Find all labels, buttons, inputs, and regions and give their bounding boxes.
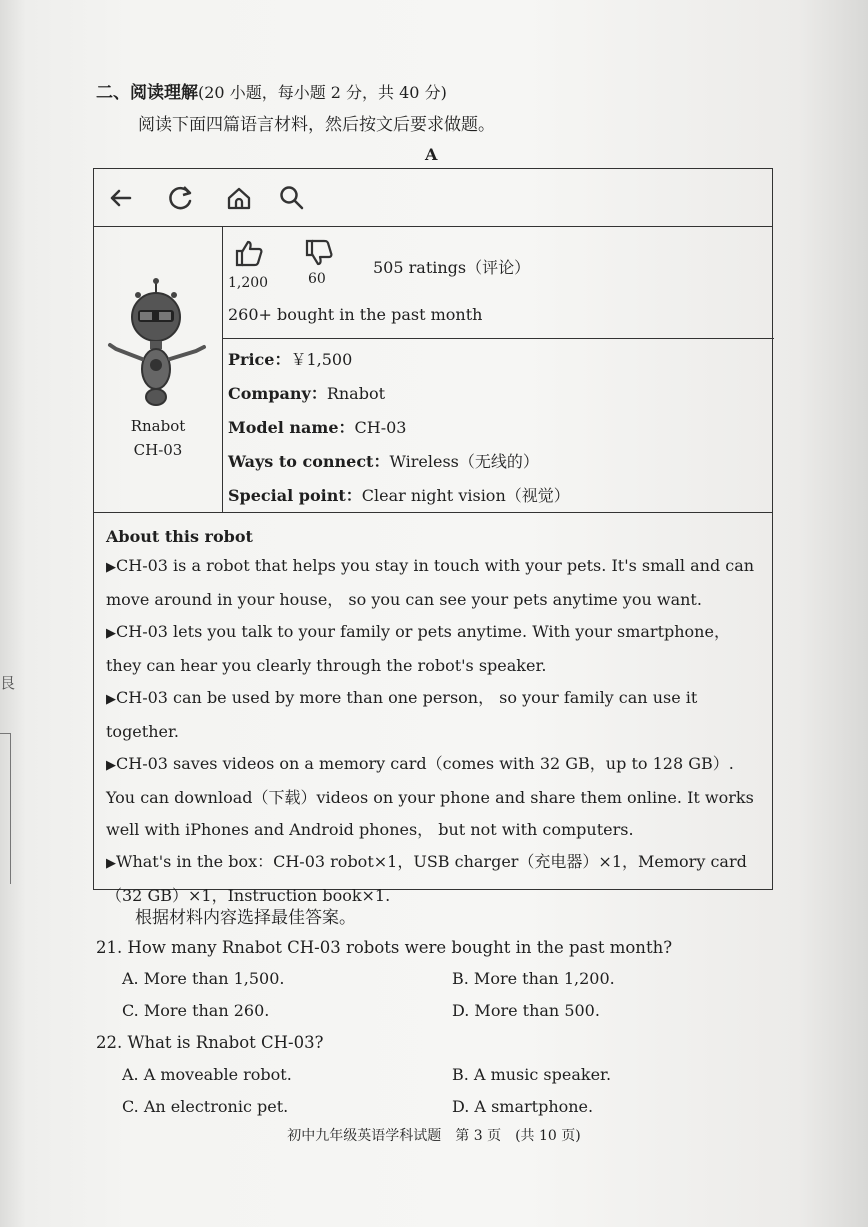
- product-details-box: [222, 339, 774, 512]
- thumbs-down-icon[interactable]: [303, 237, 335, 269]
- product-ad-box: [93, 168, 773, 905]
- q21-option-a[interactable]: A. More than 1,500.: [122, 969, 285, 988]
- q21-option-d[interactable]: D. More than 500.: [452, 1001, 600, 1020]
- passage-letter: A: [425, 145, 438, 164]
- detail-connect: [228, 449, 539, 472]
- likes-count: 1,200: [228, 275, 269, 291]
- about-bullet-text: CH-03 is a robot that helps you stay in touch with your pets. It's small and can move around in your house， so you can see your pets anytime you want.: [106, 556, 755, 609]
- q21-option-c[interactable]: C. More than 260.: [122, 1001, 270, 1020]
- detail-label: Price：: [228, 350, 291, 369]
- q22-option-c[interactable]: C. An electronic pet.: [122, 1097, 289, 1116]
- q22-option-d[interactable]: D. A smartphone.: [452, 1097, 594, 1116]
- detail-value: ￥1,500: [290, 350, 353, 369]
- about-title: About this robot: [106, 527, 253, 546]
- page-footer: 初中九年级英语学科试题 第 3 页 (共 10 页): [287, 1128, 581, 1144]
- thumbs-up-icon[interactable]: [233, 237, 265, 269]
- back-arrow-icon[interactable]: [106, 183, 136, 213]
- detail-value: Rnabot: [326, 384, 386, 403]
- margin-frame: [0, 733, 11, 884]
- detail-model-name: [228, 415, 406, 438]
- detail-value: Wireless（无线的）: [389, 452, 539, 471]
- detail-special-point: [228, 483, 570, 506]
- section-heading-title: 二、阅读理解: [96, 83, 198, 103]
- home-icon[interactable]: [224, 183, 254, 213]
- browser-nav-bar: [94, 169, 772, 227]
- question-instruction: 根据材料内容选择最佳答案。: [135, 908, 356, 928]
- q22-option-a[interactable]: A. A moveable robot.: [122, 1065, 292, 1084]
- section-heading: [96, 78, 447, 103]
- detail-label: Ways to connect：: [228, 452, 390, 471]
- robot-brand-label: Rnabot: [130, 417, 186, 435]
- question-21-stem: 21. How many Rnabot CH-03 robots were bought in the past month?: [96, 938, 673, 957]
- ratings-count: 505 ratings（评论）: [373, 258, 531, 277]
- triangle-bullet-icon: ▶: [106, 560, 116, 575]
- about-bullet-text: CH-03 lets you talk to your family or pets anytime. With your smartphone， they can hear you clearly through the robot's speaker.: [106, 622, 730, 675]
- bought-count: 260+ bought in the past month: [228, 305, 483, 324]
- detail-price: [228, 347, 352, 370]
- detail-value: CH-03: [354, 418, 407, 437]
- robot-model-label: CH-03: [133, 441, 183, 459]
- section-intro: 阅读下面四篇语言材料，然后按文后要求做题。: [138, 115, 495, 135]
- about-bullet: [106, 682, 762, 748]
- about-bullet-text: CH-03 saves videos on a memory card（comes with 32 GB，up to 128 GB）. You can download（下载）videos on your phone and share them online. It works well with iPhones and Android phones， but not with computers.: [106, 754, 754, 839]
- detail-label: Special point：: [228, 486, 362, 505]
- robot-illustration-icon: [104, 277, 212, 412]
- search-icon[interactable]: [277, 183, 307, 213]
- question-22-stem: 22. What is Rnabot CH-03?: [96, 1033, 324, 1052]
- robot-image-area: [94, 227, 222, 512]
- q22-option-b[interactable]: B. A music speaker.: [452, 1065, 612, 1084]
- detail-value: Clear night vision（视觉）: [361, 486, 570, 505]
- triangle-bullet-icon: ▶: [106, 856, 116, 871]
- q21-option-b[interactable]: B. More than 1,200.: [452, 969, 615, 988]
- margin-char: 艮: [0, 674, 16, 692]
- dislikes-count: 60: [308, 271, 326, 287]
- refresh-icon[interactable]: [166, 183, 196, 213]
- product-section: [94, 227, 772, 512]
- about-bullet: [106, 550, 762, 616]
- triangle-bullet-icon: ▶: [106, 626, 116, 641]
- about-bullet-text: What's in the box：CH-03 robot×1，USB charger（充电器）×1，Memory card（32 GB）×1，Instruction book×1.: [106, 852, 747, 905]
- detail-company: [228, 381, 385, 404]
- section-heading-sub: (20 小题，每小题 2 分，共 40 分): [198, 83, 447, 102]
- ratings-box: [222, 227, 774, 339]
- about-bullet-text: CH-03 can be used by more than one person， so your family can use it together.: [106, 688, 698, 741]
- triangle-bullet-icon: ▶: [106, 758, 116, 773]
- detail-label: Model name：: [228, 418, 355, 437]
- triangle-bullet-icon: ▶: [106, 692, 116, 707]
- about-section: [94, 512, 772, 905]
- detail-label: Company：: [228, 384, 327, 403]
- about-bullet: [106, 616, 762, 682]
- about-bullet: [106, 748, 762, 846]
